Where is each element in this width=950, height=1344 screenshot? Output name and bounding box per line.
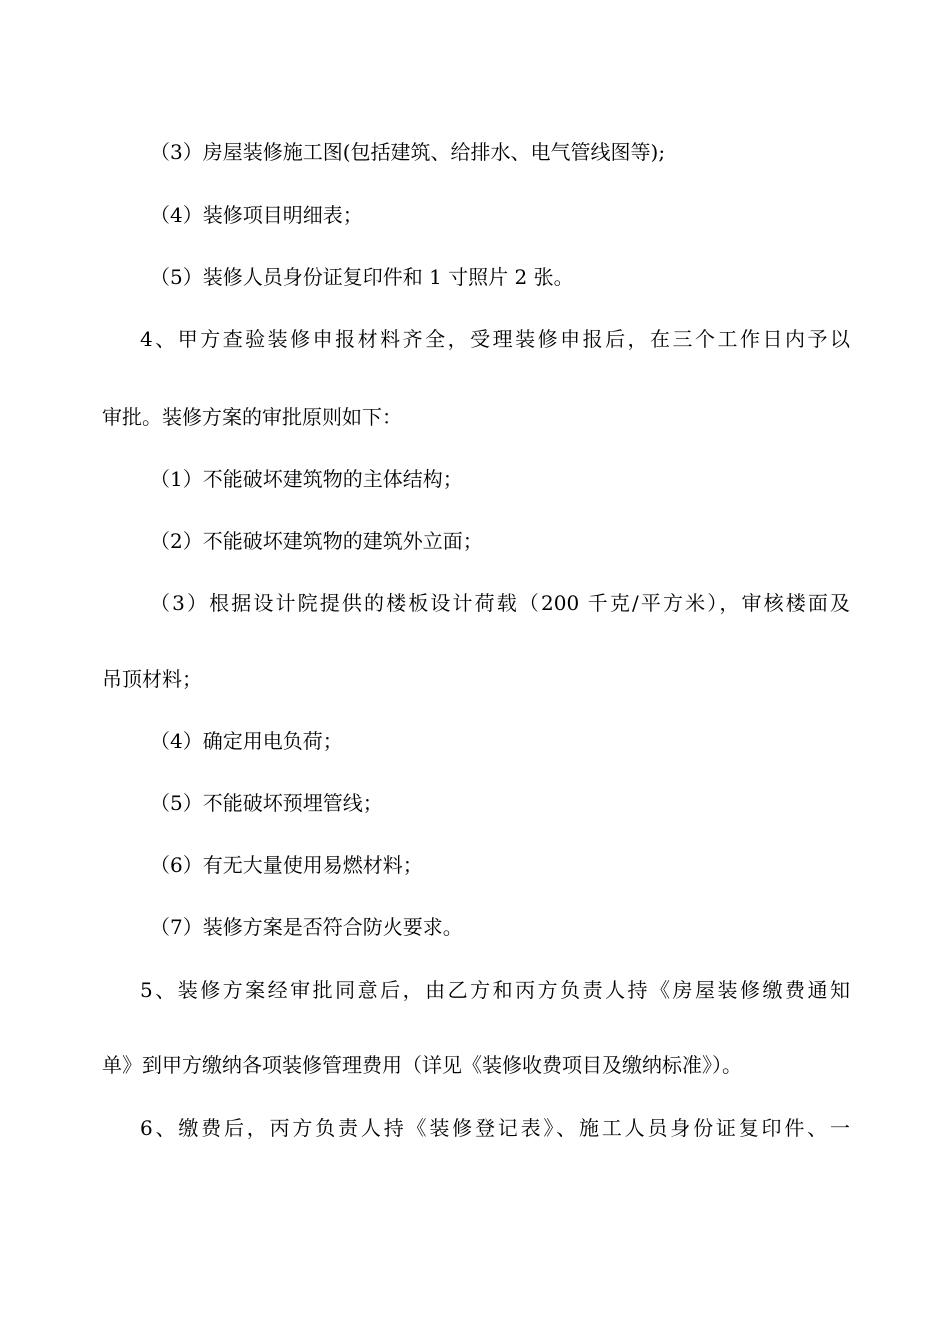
paragraph-5-line-1: 5、装修方案经审批同意后，由乙方和丙方负责人持《房屋装修缴费通知 (140, 978, 850, 1002)
principle-item-5: （5）不能破坏预埋管线； (150, 791, 383, 815)
paragraph-5-line-2: 单》到甲方缴纳各项装修管理费用（详见《装修收费项目及缴纳标准》）。 (102, 1053, 742, 1077)
paragraph-4-line-2: 审批。装修方案的审批原则如下： (102, 405, 402, 429)
principle-item-2: （2）不能破坏建筑物的建筑外立面； (150, 529, 483, 553)
principle-item-7: （7）装修方案是否符合防火要求。 (150, 915, 463, 939)
paragraph-6-line-1: 6、缴费后，丙方负责人持《装修登记表》、施工人员身份证复印件、一 (140, 1116, 850, 1140)
principle-item-3-line-2: 吊顶材料； (102, 667, 202, 691)
principle-item-4: （4）确定用电负荷； (150, 729, 343, 753)
list-item-4-project-details: （4）装修项目明细表； (150, 203, 363, 227)
paragraph-4-line-1: 4、甲方查验装修申报材料齐全，受理装修申报后，在三个工作日内予以 (140, 327, 850, 351)
list-item-5-id-copies: （5）装修人员身份证复印件和 1 寸照片 2 张。 (150, 265, 574, 289)
list-item-3-construction-drawings: （3）房屋装修施工图(包括建筑、给排水、电气管线图等); (150, 140, 666, 164)
principle-item-3-line-1: （3）根据设计院提供的楼板设计荷载（200 千克/平方米），审核楼面及 (150, 591, 850, 615)
principle-item-1: （1）不能破坏建筑物的主体结构； (150, 467, 463, 491)
principle-item-6: （6）有无大量使用易燃材料； (150, 853, 423, 877)
